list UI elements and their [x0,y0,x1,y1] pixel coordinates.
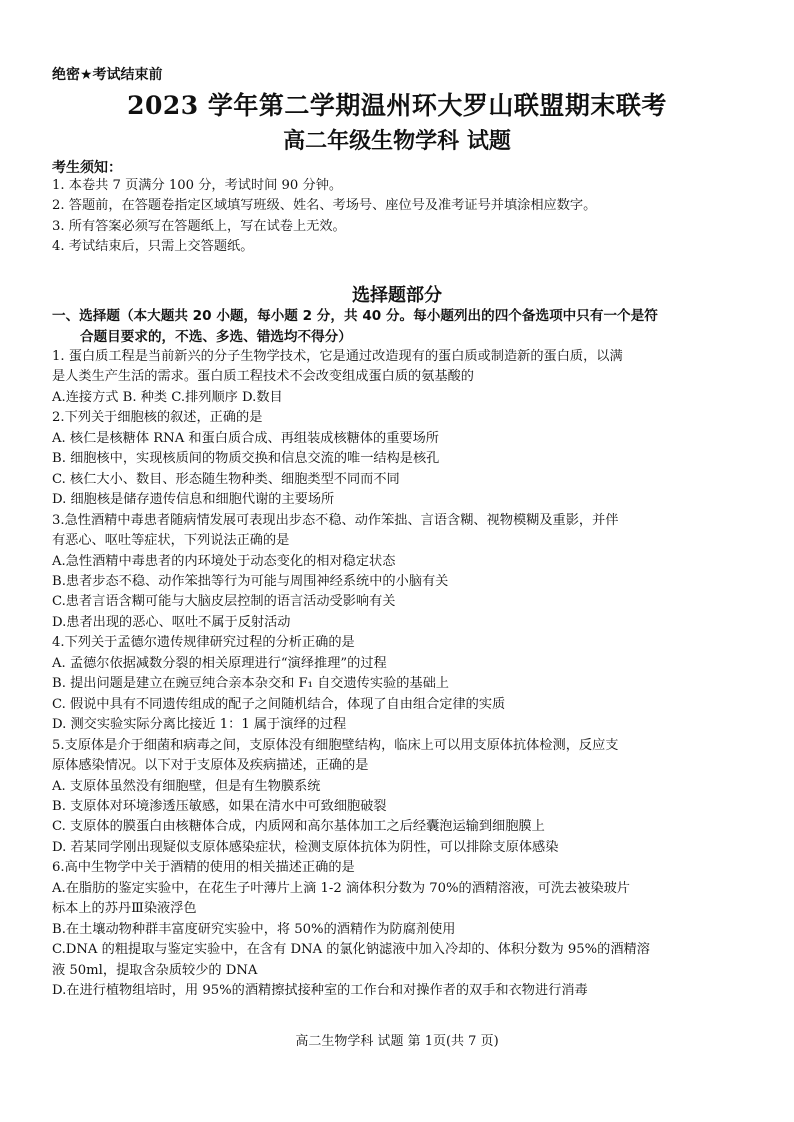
section-desc-line: 合题目要求的，不选、多选、错选均不得分） [80,329,352,345]
question-line: A. 支原体虽然没有细胞壁，但是有生物膜系统 [52,778,321,794]
question-line: D. 测交实验实际分离比接近 1：1 属于演绎的过程 [52,717,347,733]
question-line: 5.支原体是介于细菌和病毒之间，支原体没有细胞壁结构，临床上可以用支原体抗体检测，反应支 [52,737,619,753]
question-line: C. 核仁大小、数目、形态随生物种类、细胞类型不同而不同 [52,471,400,487]
question-line: A. 核仁是核糖体 RNA 和蛋白质合成、再组装成核糖体的重要场所 [52,430,439,446]
question-line: B. 提出问题是建立在豌豆纯合亲本杂交和 F₁ 自交遗传实验的基础上 [52,676,449,692]
question-line: D.在进行植物组培时，用 95%的酒精擦拭接种室的工作台和对操作者的双手和衣物进行消毒 [52,983,588,999]
question-line: A.急性酒精中毒患者的内环境处于动态变化的相对稳定状态 [52,553,396,569]
question-line: C. 假说中具有不同遗传组成的配子之间随机结合，体现了自由组合定律的实质 [52,696,506,712]
notice-list [52,176,752,258]
question-line: A.连接方式 B. 种类 C.排列顺序 D.数目 [52,389,283,405]
notice-item: 2. 答题前，在答题卷指定区域填写班级、姓名、考场号、座位号及准考证号并填涂相应数字。 [52,198,597,214]
question-line: 6.高中生物学中关于酒精的使用的相关描述正确的是 [52,860,355,876]
question-line: B. 支原体对环境渗透压敏感，如果在清水中可致细胞破裂 [52,798,387,814]
question-line: 是人类生产生活的需求。蛋白质工程技术不会改变组成蛋白质的氨基酸的 [52,369,474,385]
question-line: C. 支原体的膜蛋白由核糖体合成，内质网和高尔基体加工之后经囊泡运输到细胞膜上 [52,819,545,835]
question-list [52,347,752,1002]
notice-item: 4. 考试结束后，只需上交答题纸。 [52,239,254,255]
question-line: B.在土壤动物种群丰富度研究实验中，将 50%的酒精作为防腐剂使用 [52,921,456,937]
question-line: D. 若某同学刚出现疑似支原体感染症状，检测支原体抗体为阴性，可以排除支原体感染 [52,839,559,855]
question-line: 4.下列关于孟德尔遗传规律研究过程的分析正确的是 [52,635,355,651]
section-desc-line: 一、选择题（本大题共 20 小题，每小题 2 分，共 40 分。每小题列出的四个备选项中只有一个是符 [52,308,658,324]
question-line: 3.急性酒精中毒患者随病情发展可表现出步态不稳、动作笨拙、言语含糊、视物模糊及重影，并伴 [52,512,619,528]
section-title: 选择题部分 [352,285,442,306]
question-line: 原体感染情况。以下对于支原体及疾病描述，正确的是 [52,758,369,774]
question-line: C.DNA 的粗提取与鉴定实验中，在含有 DNA 的氯化钠滤液中加入冷却的、体积分数为 95%的酒精溶 [52,942,650,958]
question-line: D.患者出现的恶心、呕吐不属于反射活动 [52,614,291,630]
question-line: C.患者言语含糊可能与大脑皮层控制的语言活动受影响有关 [52,594,396,610]
question-line: 1. 蛋白质工程是当前新兴的分子生物学技术，它是通过改造现有的蛋白质或制造新的蛋白质，以满 [52,349,623,364]
question-line: 2.下列关于细胞核的叙述，正确的是 [52,410,263,426]
question-line: A. 孟德尔依据减数分裂的相关原理进行“演绎推理”的过程 [52,655,387,671]
question-line: 有恶心、呕吐等症状，下列说法正确的是 [52,533,290,549]
question-line: 液 50ml，提取含杂质较少的 DNA [52,962,258,978]
exam-title: 2023 学年第二学期温州环大罗山联盟期末联考 [127,91,667,120]
notice-item: 3. 所有答案必须写在答题纸上，写在试卷上无效。 [52,218,346,234]
question-line: B.患者步态不稳、动作笨拙等行为可能与周围神经系统中的小脑有关 [52,573,449,589]
page-footer: 高二生物学科 试题 第 1页(共 7 页) [295,1034,499,1049]
section-description [52,306,752,348]
question-line: A.在脂肪的鉴定实验中，在花生子叶薄片上滴 1-2 滴体积分数为 70%的酒精溶液，可洗去被染玻片 [52,880,630,896]
exam-subtitle: 高二年级生物学科 试题 [283,128,511,154]
question-line: B. 细胞核中，实现核质间的物质交换和信息交流的唯一结构是核孔 [52,451,440,467]
notice-heading: 考生须知： [52,160,122,176]
notice-item: 1. 本卷共 7 页满分 100 分，考试时间 90 分钟。 [52,178,343,193]
question-line: 标本上的苏丹Ⅲ染液浮色 [52,901,197,917]
question-line: D. 细胞核是储存遗传信息和细胞代谢的主要场所 [52,492,335,508]
secret-label: 绝密★考试结束前 [52,67,163,83]
